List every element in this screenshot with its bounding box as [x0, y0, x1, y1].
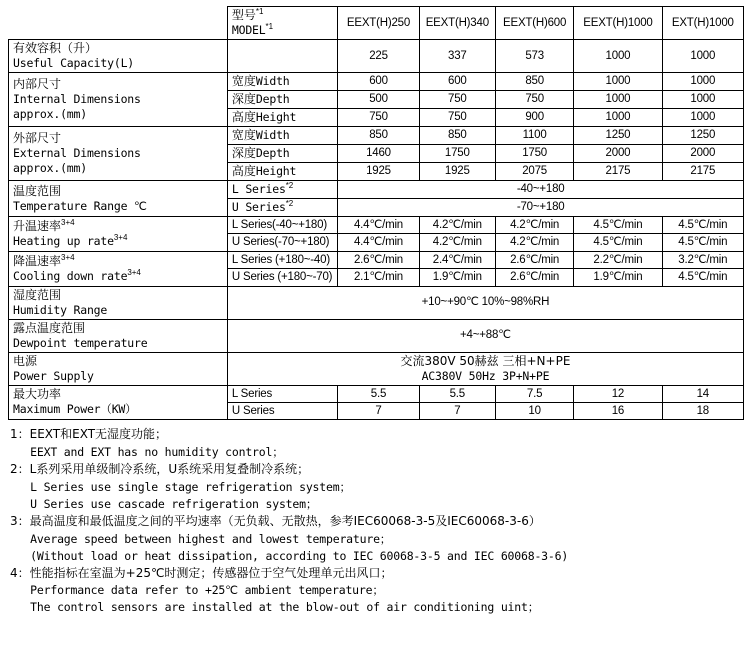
cell-value: 1000 — [662, 73, 743, 91]
subrow-label-u-series: U Series(-70~+180) — [227, 234, 337, 251]
header-model-cjk: 型号 — [231, 8, 256, 22]
row-label-maximum-power — [9, 385, 228, 420]
cell-value: 4.5℃/min — [574, 234, 662, 251]
header-col-4: EEXT(H)1000 — [574, 7, 662, 40]
cell-value: 2.1℃/min — [338, 269, 419, 286]
subrow-label-l-series: L Series (+180~-40) — [227, 251, 337, 268]
cell-value: 750 — [419, 109, 495, 127]
subrow-label-cjk: 宽度 — [231, 74, 256, 88]
cell-value: 1925 — [338, 163, 419, 181]
cell-value: 750 — [338, 109, 419, 127]
row-label-cooling-down-rate — [9, 251, 228, 286]
cell-value: 600 — [419, 73, 495, 91]
cell-value: 16 — [574, 402, 662, 419]
subrow-label-cjk: 高度 — [231, 164, 256, 178]
footnote-line: EEXT and EXT has no humidity control； — [10, 445, 284, 459]
row-sub-blank — [227, 40, 337, 73]
cell-value: 1460 — [338, 145, 419, 163]
header-col-3: EEXT(H)600 — [495, 7, 573, 40]
table-row-dewpoint — [9, 319, 744, 352]
subrow-label-en: Width — [255, 74, 290, 88]
table-row-cooling-l — [9, 251, 744, 268]
subrow-label-l-series: L Series — [227, 385, 337, 402]
cell-value: 2000 — [574, 145, 662, 163]
cell-value: 4.4℃/min — [338, 234, 419, 251]
cell-value: 2.2℃/min — [574, 251, 662, 268]
header-model-cell — [227, 7, 337, 40]
cell-value: 4.4℃/min — [338, 217, 419, 234]
cell-value: 4.5℃/min — [574, 217, 662, 234]
row-label-cjk: 湿度范围 — [13, 287, 62, 302]
cell-value: 1000 — [662, 40, 743, 73]
row-label-en2: approx.(mm) — [13, 107, 87, 121]
header-model-en: MODEL — [231, 23, 266, 37]
row-label-cjk: 露点温度范围 — [13, 320, 86, 335]
cell-value: 1100 — [495, 127, 573, 145]
cell-value: 1000 — [574, 73, 662, 91]
subrow-label-en: Width — [255, 128, 290, 142]
row-label-en: Internal Dimensions — [13, 92, 141, 106]
cell-value: 10 — [495, 402, 573, 419]
subrow-label-cjk: 高度 — [231, 110, 256, 124]
subrow-label-l-series — [227, 181, 337, 199]
cell-value-en: AC380V 50Hz 3P+N+PE — [421, 368, 550, 383]
cell-value: 337 — [419, 40, 495, 73]
row-label-en2: approx.(mm) — [13, 161, 87, 175]
row-label-cjk: 最大功率 — [13, 387, 62, 402]
cell-value: 225 — [338, 40, 419, 73]
cell-value: 4.2℃/min — [495, 217, 573, 234]
table-row-internal-width — [9, 73, 744, 91]
row-label-cjk: 温度范围 — [13, 183, 62, 198]
subrow-label-u-series: U Series (+180~-70) — [227, 269, 337, 286]
cell-value: 4.5℃/min — [662, 234, 743, 251]
cell-value: 1000 — [662, 109, 743, 127]
row-label-humidity-range — [9, 286, 228, 319]
subrow-label-sup: *2 — [285, 181, 294, 190]
table-header-row — [9, 7, 744, 40]
cell-value: 1750 — [419, 145, 495, 163]
table-row-maxpower-l — [9, 385, 744, 402]
cell-value: 1250 — [662, 127, 743, 145]
cell-value: 18 — [662, 402, 743, 419]
table-row-external-width — [9, 127, 744, 145]
cell-value: 4.5℃/min — [662, 269, 743, 286]
subrow-label-height — [227, 163, 337, 181]
cell-value-span: -40~+180 — [338, 181, 744, 199]
cell-value: 1000 — [574, 40, 662, 73]
cell-value: 2.6℃/min — [495, 251, 573, 268]
cell-value: 12 — [574, 385, 662, 402]
row-label-en: Dewpoint temperature — [13, 335, 148, 350]
cell-value: 4.2℃/min — [419, 234, 495, 251]
footnote-line: L Series use single stage refrigeration system； — [10, 479, 351, 494]
footnote-line: Performance data refer to +25℃ ambient temperature； — [10, 583, 384, 598]
row-label-useful-capacity — [9, 40, 228, 73]
cell-value: 2175 — [662, 163, 743, 181]
subrow-label-depth — [227, 145, 337, 163]
cell-value: 2.4℃/min — [419, 251, 495, 268]
subrow-label-sup: *2 — [285, 199, 294, 208]
subrow-label-en: Depth — [255, 92, 290, 106]
subrow-label-depth — [227, 91, 337, 109]
subrow-label-height — [227, 109, 337, 127]
cell-value: 573 — [495, 40, 573, 73]
cell-value-span: +10~+90℃ 10%~98%RH — [227, 286, 743, 319]
subrow-label-en: U Series — [231, 200, 286, 214]
cell-value: 600 — [338, 73, 419, 91]
subrow-label-en: Height — [255, 164, 297, 178]
header-model-en-sup: *1 — [265, 22, 274, 31]
subrow-label-width — [227, 73, 337, 91]
cell-value: 850 — [338, 127, 419, 145]
row-label-en: Temperature Range ℃ — [13, 198, 147, 213]
cell-value: 850 — [495, 73, 573, 91]
cell-value-span-power — [227, 352, 743, 385]
row-label-cjk: 内部尺寸 — [13, 77, 62, 91]
cell-value: 4.2℃/min — [495, 234, 573, 251]
row-label-heating-up-rate — [9, 217, 228, 252]
subrow-label-cjk: 深度 — [231, 146, 256, 160]
cell-value: 1000 — [574, 109, 662, 127]
row-label-en: Humidity Range — [13, 302, 108, 317]
table-row-temp-range-l — [9, 181, 744, 199]
cell-value: 4.5℃/min — [662, 217, 743, 234]
cell-value: 850 — [419, 127, 495, 145]
cell-value: 3.2℃/min — [662, 251, 743, 268]
header-col-5: EXT(H)1000 — [662, 7, 743, 40]
cell-value: 2.6℃/min — [495, 269, 573, 286]
row-label-power-supply — [9, 352, 228, 385]
table-row-power-supply — [9, 352, 744, 385]
subrow-label-en: L Series — [231, 182, 286, 196]
row-label-en: Useful Capacity(L) — [13, 56, 135, 70]
row-label-dewpoint — [9, 319, 228, 352]
row-label-en: Cooling down rate — [13, 268, 128, 283]
subrow-label-u-series: U Series — [227, 402, 337, 419]
cell-value: 1925 — [419, 163, 495, 181]
cell-value: 2.6℃/min — [338, 251, 419, 268]
cell-value: 2075 — [495, 163, 573, 181]
table-row-humidity-range — [9, 286, 744, 319]
row-label-cjk: 降温速率 — [13, 253, 62, 268]
cell-value: 5.5 — [419, 385, 495, 402]
row-label-cjk: 外部尺寸 — [13, 131, 62, 145]
header-model-cjk-sup: *1 — [255, 7, 264, 16]
footnote-line: Average speed between highest and lowest temperature； — [10, 531, 392, 546]
row-label-external-dimensions — [9, 127, 228, 181]
cell-value: 900 — [495, 109, 573, 127]
cell-value: 2175 — [574, 163, 662, 181]
footnote-line: (Without load or heat dissipation, according to IEC 60068-3-5 and IEC 60068-3-6) — [10, 548, 569, 563]
cell-value: 1250 — [574, 127, 662, 145]
subrow-label-en: Depth — [255, 146, 290, 160]
cell-value: 1750 — [495, 145, 573, 163]
cell-value: 1000 — [574, 91, 662, 109]
cell-value: 5.5 — [338, 385, 419, 402]
cell-value: 4.2℃/min — [419, 217, 495, 234]
cell-value: 14 — [662, 385, 743, 402]
cell-value: 750 — [419, 91, 495, 109]
subrow-label-cjk: 深度 — [231, 92, 256, 106]
subrow-label-width — [227, 127, 337, 145]
cell-value: 2000 — [662, 145, 743, 163]
row-label-cjk-sup: 3+4 — [61, 252, 75, 262]
row-label-internal-dimensions — [9, 73, 228, 127]
cell-value-span: -70~+180 — [338, 199, 744, 217]
cell-value: 500 — [338, 91, 419, 109]
table-row-useful-capacity — [9, 40, 744, 73]
row-label-en-sup: 3+4 — [127, 267, 141, 277]
subrow-label-u-series — [227, 199, 337, 217]
footnotes — [8, 426, 744, 616]
row-label-en-sup: 3+4 — [113, 232, 128, 242]
cell-value: 7 — [338, 402, 419, 419]
row-label-temperature-range — [9, 181, 228, 217]
cell-value: 1.9℃/min — [574, 269, 662, 286]
row-label-en: External Dimensions — [13, 146, 141, 160]
row-label-cjk: 升温速率 — [13, 218, 62, 233]
footnote-line: 1：EEXT和EXT无湿度功能； — [10, 427, 168, 442]
footnote-line: 4：性能指标在室温为+25℃时测定；传感器位于空气处理单元出风口； — [10, 565, 393, 580]
cell-value: 1.9℃/min — [419, 269, 495, 286]
specification-table — [8, 6, 744, 420]
header-blank-cell — [9, 7, 228, 40]
row-label-cjk: 电源 — [13, 353, 38, 368]
cell-value-cjk: 交流380V 50赫兹 三相+N+PE — [400, 353, 571, 368]
table-row-heating-l — [9, 217, 744, 234]
cell-value: 7 — [419, 402, 495, 419]
footnote-line: 2：L系列采用单级制冷系统，U系统采用复叠制冷系统； — [10, 462, 310, 477]
cell-value-span: +4~+88℃ — [227, 319, 743, 352]
subrow-label-en: Height — [255, 110, 297, 124]
header-col-2: EEXT(H)340 — [419, 7, 495, 40]
header-col-1: EEXT(H)250 — [338, 7, 419, 40]
subrow-label-cjk: 宽度 — [231, 128, 256, 142]
cell-value: 1000 — [662, 91, 743, 109]
footnote-line: 3：最高温度和最低温度之间的平均速率（无负载、无散热，参考IEC60068-3-5及IEC60068-3-6） — [10, 513, 541, 528]
cell-value: 7.5 — [495, 385, 573, 402]
row-label-cjk: 有效容积（升） — [13, 41, 98, 55]
row-label-en: Power Supply — [13, 368, 94, 383]
cell-value: 750 — [495, 91, 573, 109]
row-label-cjk-sup: 3+4 — [61, 217, 75, 227]
row-label-en: Heating up rate — [13, 233, 114, 248]
row-label-en: Maximum Power（KW） — [13, 402, 137, 417]
footnote-line: The control sensors are installed at the blow-out of air conditioning uint； — [10, 600, 540, 615]
footnote-line: U Series use cascade refrigeration system； — [10, 496, 318, 511]
subrow-label-l-series: L Series(-40~+180) — [227, 217, 337, 234]
